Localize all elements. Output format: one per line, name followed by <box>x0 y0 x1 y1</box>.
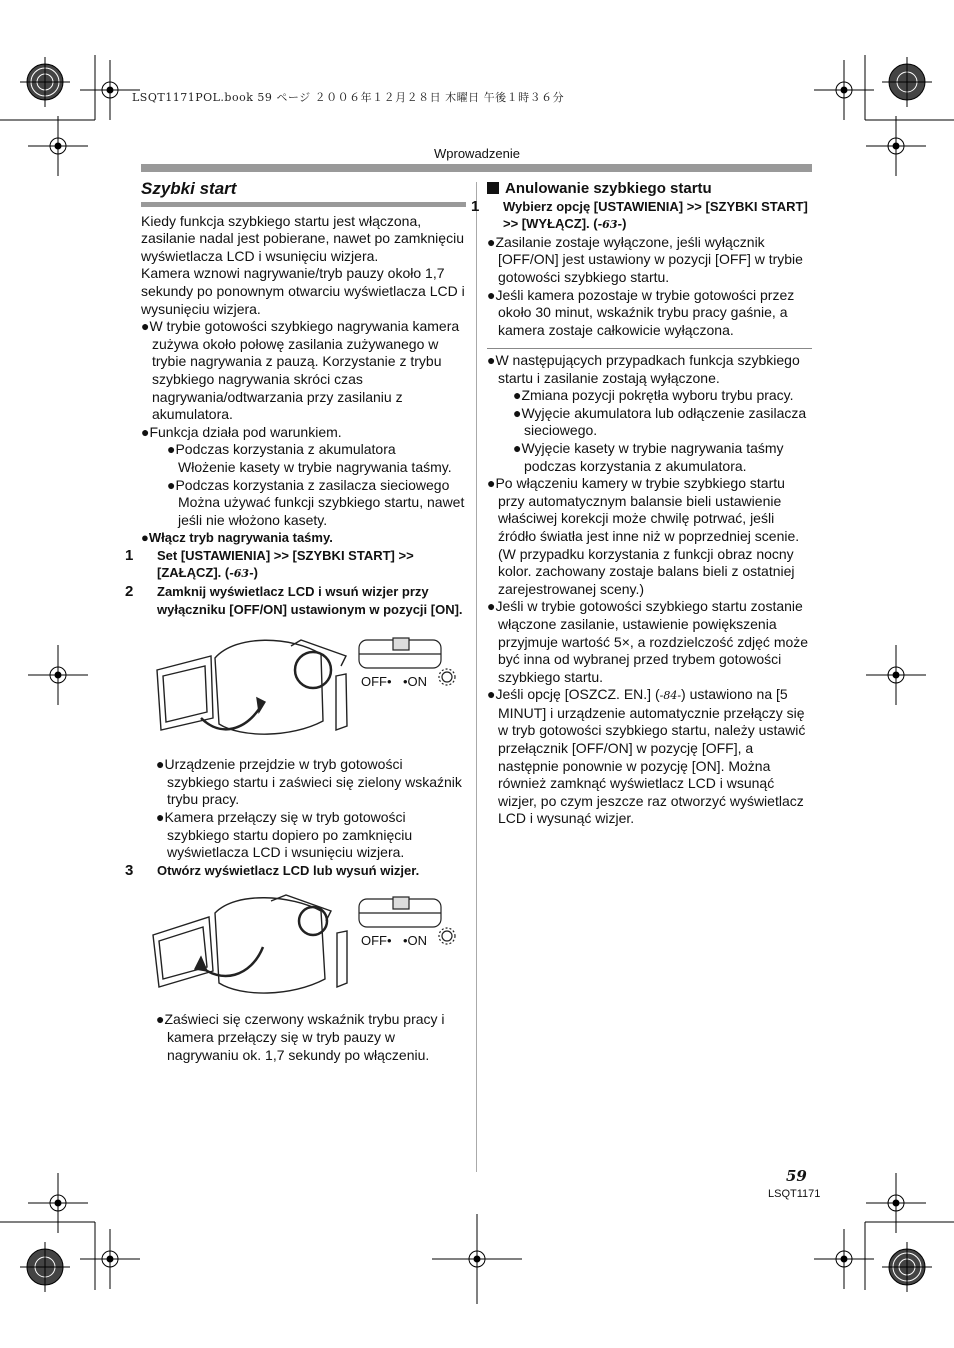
camera-opening-illustration <box>141 887 466 1005</box>
sub-text-ac-adaptor: Można używać funkcji szybkiego startu, nawet jeśli nie włożono kasety. <box>178 494 465 528</box>
note-white-balance: ●Po włączeniu kamery w trybie szybkiego startu przy automatycznym balansie bieli ustawienie właściwej korekcji może chwilę potrwać, jeśli źródło światła jest inne niż w poprzedniej scenie. (W przypadku korzystania z funkcji obraz nocny kolor. zachowany zostaje balans bieli z ostatniej zarejestrowanej sceny.) <box>487 475 800 597</box>
bullet-tape-mode: ●Włącz tryb nagrywania taśmy. <box>141 530 333 546</box>
page-number: 59 <box>786 1167 807 1185</box>
notes-column <box>487 352 813 828</box>
page-ref: -84- <box>659 689 682 703</box>
note-power-save <box>487 686 813 828</box>
bullet-conditions: ●Funkcja działa pod warunkiem. <box>141 423 342 440</box>
step-text: Otwórz wyświetlacz LCD lub wysuń wizjer. <box>157 862 420 878</box>
bullet-standby-power: ●W trybie gotowości szybkiego nagrywania kamera zużywa około połowę zasilania zużywanego w trybie nagrywania z pauzą. Korzystanie z trybu szybkiego nagrywania skróci czas nagrywania/odtwarzania przy zasilaniu z akumulatora. <box>141 318 460 423</box>
note-battery-removed: ●Wyjęcie akumulatora lub odłączenie zasilacza sieciowego. <box>513 404 807 439</box>
step-1 <box>125 546 466 583</box>
note-text: ●Jeśli opcję [OSZCZ. EN.] ( <box>487 686 660 703</box>
note-zoom: ●Jeśli w trybie gotowości szybkiego startu zostanie włączone zasilanie, ustawienie powiększenia przyjmuje wartość 5×, a rozdzielczość zdjęć może być inna od wybranej przed trybem gotowości szybkiego startu. <box>487 598 809 685</box>
file-info-header: LSQT1171POL.book 59 ページ ２００６年１２月２８日 木曜日 午後１時３６分 <box>132 91 565 104</box>
sub-bullet-battery: ●Podczas korzystania z akumulatora <box>167 441 396 458</box>
camera-closing-illustration <box>141 626 466 750</box>
left-column <box>125 179 466 1064</box>
page-ref: -63- <box>597 218 623 232</box>
step-number: 1 <box>471 197 480 215</box>
cancel-step-1 <box>471 197 813 234</box>
step-number: 1 <box>125 546 134 564</box>
document-code: LSQT1171 <box>768 1188 821 1200</box>
switch-on-label: •ON <box>403 933 428 949</box>
step-number: 2 <box>125 583 134 601</box>
step-text: Set [USTAWIENIA] >> [SZYBKI START] >> [ZAŁĄCZ]. ( <box>157 547 414 581</box>
sub-bullet-ac-adaptor: ●Podczas korzystania z zasilacza sieciowego <box>167 476 450 493</box>
bullet-red-indicator: ●Zaświeci się czerwony wskaźnik trybu pracy i kamera przełączy się w tryb pauzy w nagrywaniu ok. 1,7 sekundy po włączeniu. <box>156 1011 445 1063</box>
step-text: Zamknij wyświetlacz LCD i wsuń wizjer przy wyłączniku [OFF/ON] ustawionym w pozycji [ON]. <box>157 584 463 617</box>
sub-text-battery: Włożenie kasety w trybie nagrywania taśmy. <box>178 458 452 475</box>
intro-paragraph-2: Kamera wznowi nagrywanie/tryb pauzy około 1,7 sekundy po ponownym otwarciu wyświetlacza LCD i wysunięciu wizjera. <box>141 265 465 317</box>
square-bullet-icon <box>487 182 499 194</box>
step-2 <box>125 583 466 618</box>
switch-on-label: •ON <box>403 674 428 690</box>
bullet-30-minutes: ●Jeśli kamera pozostaje w trybie gotowości przez około 30 minut, wskaźnik trybu pracy gaśnie, a kamera zostaje całkowicie wyłączona. <box>487 286 795 338</box>
step-text: Wybierz opcję [USTAWIENIA] >> [SZYBKI START] >> [WYŁĄCZ]. ( <box>503 198 808 232</box>
left-heading: Szybki start <box>141 179 237 198</box>
note-text-cont: ) ustawiono na [5 MINUT] i urządzenie automatycznie przełączy się w tryb gotowości szybkiego startu, należy ustawić przełącznik [OFF/ON] w pozycję [OFF], a następnie ponownie w pozycję [ON]. Można również zamknąć wyświetlacz LCD i wsunąć wizjer, po czym jeszcze raz otworzyć wyświetlacz LCD i wysunąć wizjer. <box>498 686 806 827</box>
column-divider <box>476 182 477 1172</box>
off-on-switch-drawing <box>355 634 465 704</box>
switch-off-label: OFF• <box>361 674 392 690</box>
notes-divider <box>487 348 812 349</box>
section-title: Wprowadzenie <box>434 146 520 161</box>
bullet-standby-after-close: ●Kamera przełączy się w tryb gotowości szybkiego startu dopiero po zamknięciu wyświetlacza LCD i wsunięciu wizjera. <box>156 809 413 861</box>
heading-rule <box>141 202 466 207</box>
right-heading-text: Anulowanie szybkiego startu <box>505 180 712 197</box>
bullet-standby-green: ●Urządzenie przejdzie w tryb gotowości szybkiego startu i zaświeci się zielony wskaźnik trybu pracy. <box>156 756 462 808</box>
step-text-end: ) <box>622 216 627 232</box>
step-number: 3 <box>125 861 134 879</box>
switch-off-label: OFF• <box>361 933 392 949</box>
right-column <box>471 180 813 339</box>
top-rule <box>141 164 812 172</box>
note-cases-off: ●W następujących przypadkach funkcja szybkiego startu i zasilanie zostają wyłączone. <box>487 352 800 386</box>
bullet-power-off: ●Zasilanie zostaje wyłączone, jeśli wyłącznik [OFF/ON] jest ustawiony w pozycji [OFF] w trybie gotowości szybkiego startu. <box>487 233 803 285</box>
note-mode-dial: ●Zmiana pozycji pokrętła wyboru trybu pracy. <box>513 387 794 404</box>
right-heading <box>487 180 813 198</box>
note-cassette-removed: ●Wyjęcie kasety w trybie nagrywania taśmy podczas korzystania z akumulatora. <box>513 439 784 474</box>
off-on-switch-drawing <box>355 893 465 963</box>
page-ref: -63- <box>229 567 254 581</box>
step-3 <box>125 861 466 880</box>
intro-paragraph-1: Kiedy funkcja szybkiego startu jest włączona, zasilanie nadal jest pobierane, nawet po zamknięciu wyświetlacza LCD i wsunięciu wizjera. <box>141 212 464 264</box>
step-text-end: ) <box>253 565 258 581</box>
